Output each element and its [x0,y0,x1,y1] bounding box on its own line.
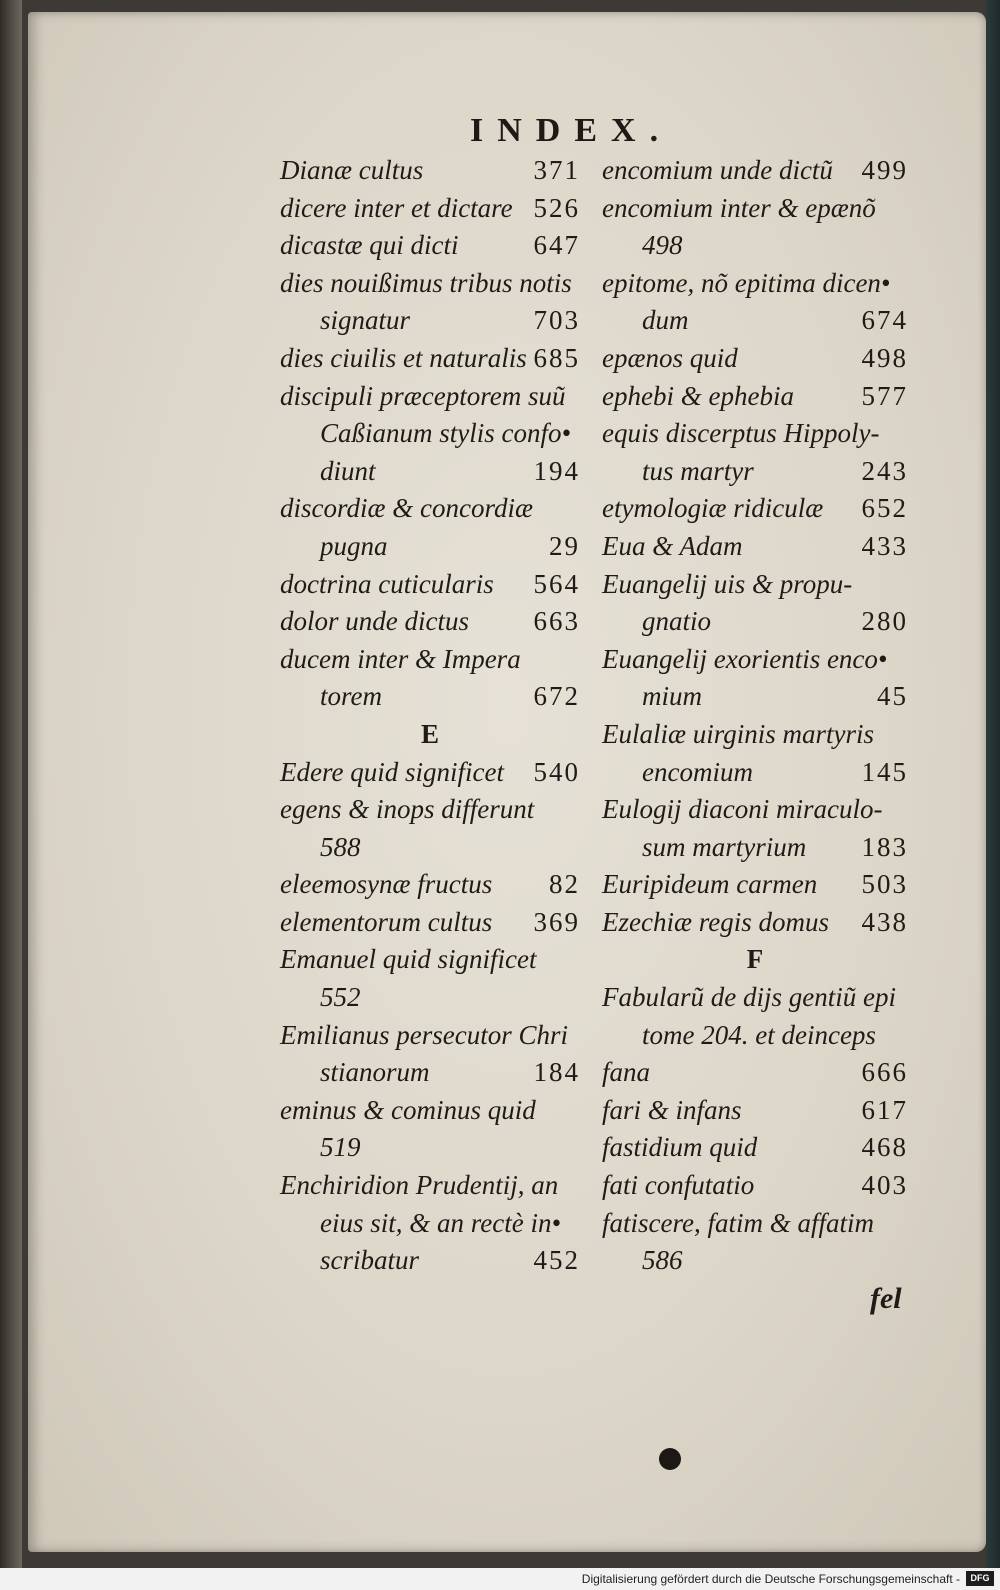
index-entry-text: discordiæ & concordiæ [280,493,533,524]
index-entry-text: fastidium quid [602,1132,758,1163]
index-entry-text: tus martyr [642,455,754,486]
index-entry-text: sum martyrium [642,831,807,862]
index-entry [602,415,908,453]
index-entry-text: tome 204. et deinceps [642,1019,876,1050]
index-entry-text: fati confutatio [602,1170,755,1201]
index-entry [280,941,580,979]
index-entry-text: fatiscere, fatim & affatim [602,1207,874,1238]
index-entry-text: discipuli præceptorem suũ [280,380,566,411]
index-entry [280,1017,580,1055]
index-entry-text: encomium inter & epænõ [602,192,876,223]
index-entry [280,152,580,190]
index-entry-page-number: 371 [533,155,580,185]
index-entry-page-number: 498 [861,342,908,373]
index-entry-text: mium [642,681,702,712]
index-entry [280,190,580,228]
index-entry [280,1205,580,1243]
index-entry-page-number: 82 [549,869,580,900]
index-entry-text: encomium [642,756,753,787]
index-entry [280,340,580,378]
index-entry-page-number: 703 [533,305,580,336]
index-entry-text: fana [602,1057,651,1088]
index-entry [602,265,908,303]
index-entry [280,829,580,867]
index-entry-text: epænos quid [602,342,738,373]
index-entry-page-number: 666 [861,1057,908,1088]
index-entry-text: Euangelij uis & propu- [602,568,853,599]
book-cover-edge [986,0,1000,1568]
index-entry-text: dum [642,305,689,336]
index-entry [602,190,908,228]
index-entry-text: 588 [320,831,361,862]
index-entry-text: scribatur [320,1245,420,1276]
index-entry-text: eius sit, & an rectè in• [320,1207,561,1238]
index-entry-page-number: 243 [861,455,908,486]
index-entry [602,227,908,265]
index-entry-text: Fabularũ de dijs gentiũ epi [602,982,896,1013]
index-entry [280,1129,580,1167]
index-entry-text: 586 [642,1245,683,1276]
index-entry [602,378,908,416]
index-entry-page-number: 663 [533,606,580,637]
index-entry [280,1092,580,1130]
index-entry [280,265,580,303]
index-entry [280,1167,580,1205]
index-section-letter [602,941,908,979]
index-entry [280,302,580,340]
index-entry-page-number: 674 [861,305,908,336]
index-entry-page-number: 468 [861,1132,908,1163]
index-column-left [280,152,580,1280]
index-entry [602,791,908,829]
index-entry [602,1205,908,1243]
index-entry [280,791,580,829]
index-entry-text: pugna [320,530,388,561]
index-entry-text: Caßianum stylis confo• [320,418,571,449]
index-entry-page-number: 280 [861,606,908,637]
index-entry [602,716,908,754]
index-entry-text: encomium unde dictũ [602,155,833,185]
index-entry-page-number: 29 [549,530,580,561]
index-entry-text: fari & infans [602,1094,742,1125]
index-entry [602,1092,908,1130]
index-entry [280,904,580,942]
index-entry-text: ducem inter & Impera [280,643,521,674]
index-entry-text: eleemosynæ fructus [280,869,493,900]
index-entry-text: Emilianus persecutor Chri [280,1019,568,1050]
index-section-letter [280,716,580,754]
index-entry-text: torem [320,681,382,712]
index-entry-page-number: 499 [861,155,908,185]
index-entry [602,1167,908,1205]
index-entry-text: dolor unde dictus [280,606,469,637]
index-entry-text: Eulogij diaconi miraculo- [602,794,883,825]
index-entry [280,866,580,904]
index-entry-text: Emanuel quid significet [280,944,537,975]
index-entry-page-number: 45 [877,681,908,712]
index-entry [602,528,908,566]
index-entry-page-number: 452 [533,1245,580,1276]
index-entry-text: Enchiridion Prudentij, an [280,1170,559,1201]
digitization-footer [0,1568,1000,1590]
index-entry-text: dicere inter et dictare [280,192,513,223]
index-entry-text: stianorum [320,1057,430,1088]
index-entry-text: 519 [320,1132,361,1163]
index-entry-text: etymologiæ ridiculæ [602,493,824,524]
index-entry [602,829,908,867]
index-entry [280,415,580,453]
index-entry [602,1054,908,1092]
index-entry-page-number: 369 [533,906,580,937]
index-entry-text: E [420,718,439,749]
index-entry [602,641,908,679]
index-entry-text: eminus & cominus quid [280,1094,536,1125]
index-entry-text: dicastæ qui dicti [280,230,459,261]
index-entry [280,566,580,604]
index-entry-page-number: 526 [533,192,580,223]
index-entry-text: 498 [642,230,683,261]
index-entry-text: Dianæ cultus [280,155,424,185]
index-entry-page-number: 564 [533,568,580,599]
index-entry-text: equis discerptus Hippoly- [602,418,880,449]
index-entry [602,904,908,942]
index-entry [602,1242,908,1280]
index-entry-text: Edere quid significet [280,756,504,787]
page-header: INDEX. [470,112,673,149]
book-binding [0,0,22,1568]
index-entry [280,678,580,716]
index-entry-page-number: 184 [533,1057,580,1088]
index-entry-text: Euripideum carmen [602,869,818,900]
index-entry-page-number: 503 [861,869,908,900]
index-entry-text: Ezechiæ regis domus [602,906,829,937]
index-entry-text: 552 [320,982,361,1013]
ink-blot [659,1448,681,1470]
index-entry-text: Eulaliæ uirginis martyris [602,718,875,749]
index-entry [602,340,908,378]
index-entry [280,227,580,265]
index-entry-page-number: 647 [533,230,580,261]
index-entry [602,490,908,528]
index-entry-text: diunt [320,455,376,486]
index-entry [280,528,580,566]
index-entry [280,378,580,416]
index-entry-page-number: 183 [861,831,908,862]
index-entry-text: ephebi & ephebia [602,380,794,411]
index-entry-page-number: 403 [861,1170,908,1201]
dfg-logo: DFG [966,1571,994,1586]
index-entry [280,453,580,491]
index-entry [280,1054,580,1092]
index-entry-text: doctrina cuticularis [280,568,494,599]
index-entry-text: Eua & Adam [602,530,743,561]
catchword: fel [870,1282,902,1315]
index-entry [280,1242,580,1280]
index-entry-page-number: 540 [533,756,580,787]
index-entry-page-number: 433 [861,530,908,561]
index-entry-text: F [746,944,764,975]
index-entry-text: gnatio [642,606,712,637]
index-entry [602,754,908,792]
index-entry [602,678,908,716]
index-entry-page-number: 652 [861,493,908,524]
index-entry [602,979,908,1017]
index-entry-page-number: 194 [533,455,580,486]
index-entry-page-number: 672 [533,681,580,712]
index-entry [280,641,580,679]
index-entry-text: signatur [320,305,411,336]
index-entry-page-number: 685 [533,342,580,373]
index-entry [602,152,908,190]
index-entry-page-number: 577 [861,380,908,411]
index-entry [602,866,908,904]
index-entry [602,566,908,604]
index-entry [602,1129,908,1167]
index-column-right [602,152,908,1280]
index-entry-page-number: 145 [861,756,908,787]
index-entry-text: Euangelij exorientis enco• [602,643,888,674]
index-entry-page-number: 438 [861,906,908,937]
index-entry-text: dies nouißimus tribus notis [280,267,572,298]
index-entry-text: elementorum cultus [280,906,493,937]
index-entry [602,453,908,491]
footer-credit: Digitalisierung gefördert durch die Deutsche Forschungsgemeinschaft - [581,1572,960,1586]
index-entry [280,754,580,792]
index-entry-text: epitome, nõ epitima dicen• [602,267,891,298]
index-entry [602,1017,908,1055]
index-entry-page-number: 617 [861,1094,908,1125]
index-entry-text: egens & inops differunt [280,794,535,825]
index-entry [280,603,580,641]
index-entry [602,603,908,641]
index-entry-text: dies ciuilis et naturalis [280,342,527,373]
index-entry [602,302,908,340]
index-entry [280,490,580,528]
index-entry [280,979,580,1017]
